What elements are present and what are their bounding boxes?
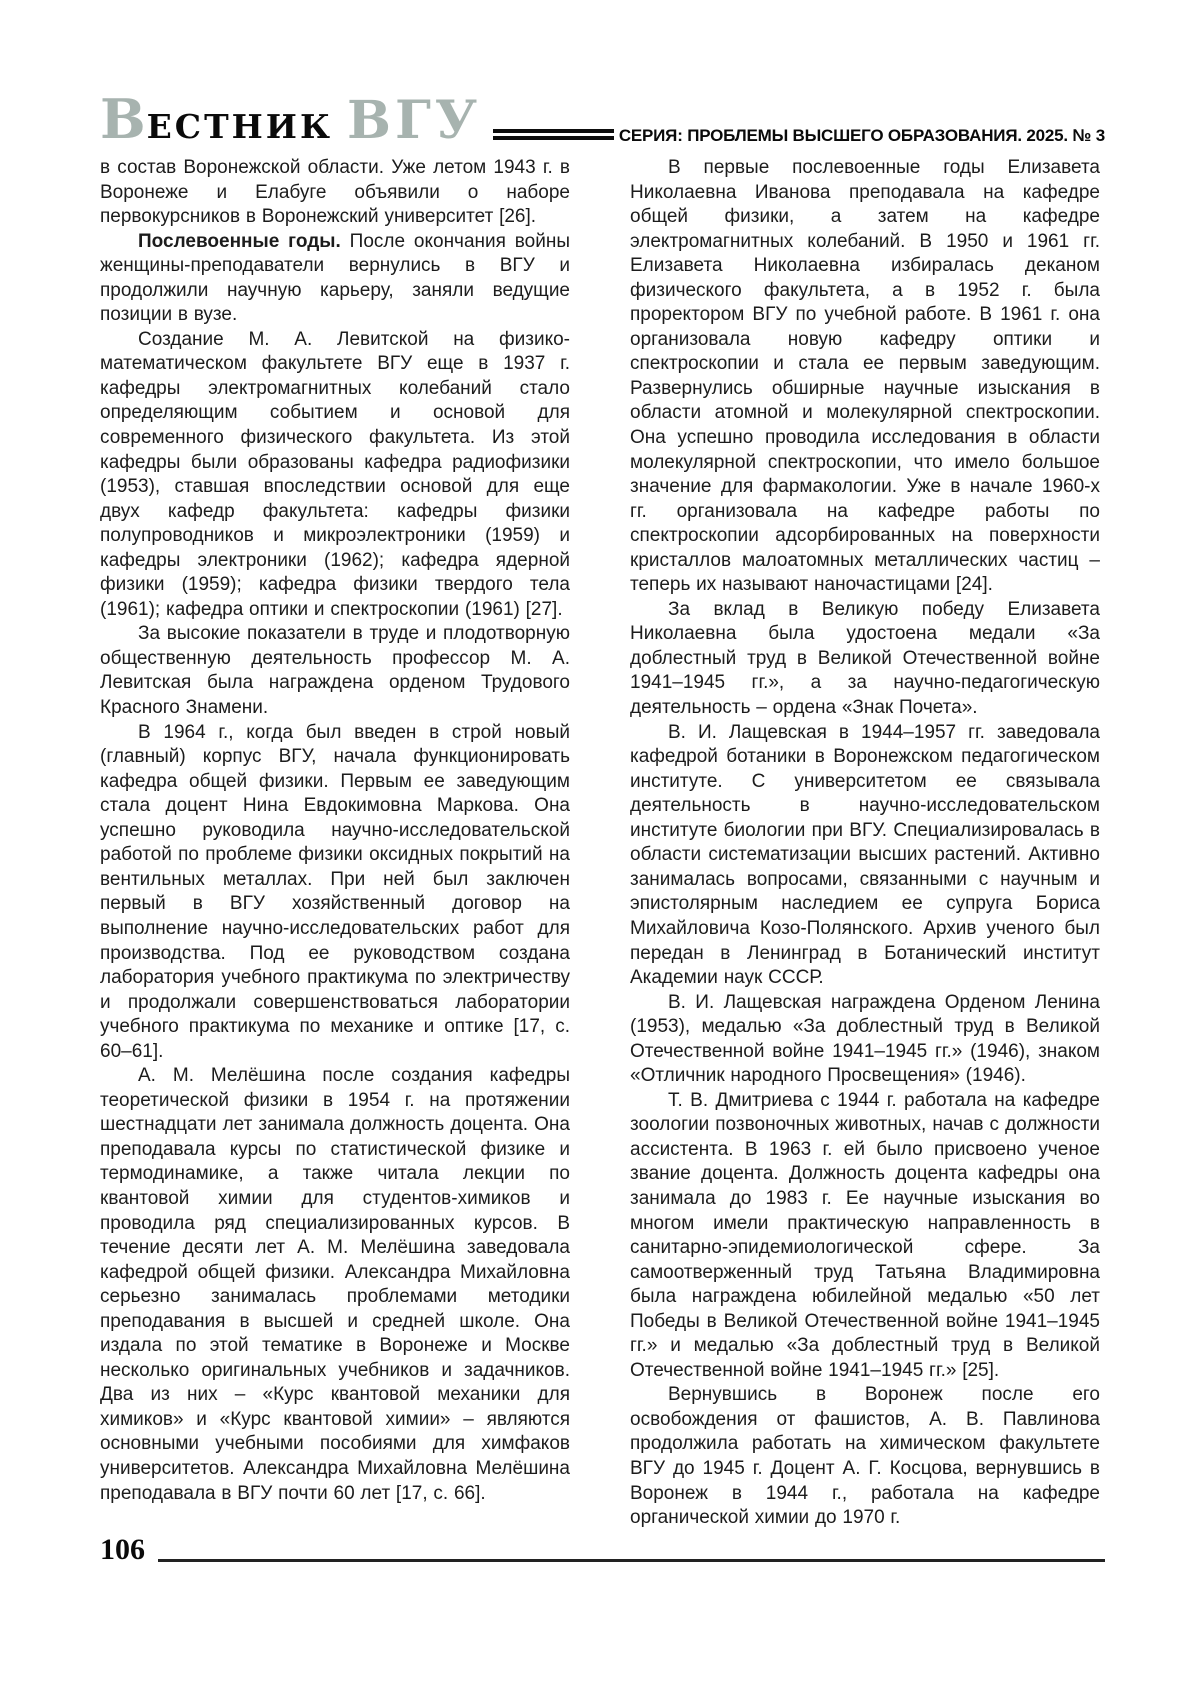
paragraph-text: В первые послевоенные годы Елизавета Николаевна Иванова преподавала на кафедре общей физики, а затем на кафедре электромагнитных колебаний. В 1950 и 1961 гг. Елизавета Николаевна избиралась деканом физического факультета, а в 1952 г. была проректором ВГУ по учебной работе. В 1961 г. она организовала новую кафедру оптики и спектроскопии и стала ее первым заведующим. Развернулись обширные научные изыскания в области атомной и молекулярной спектроскопии. Она успешно проводила исследования в области молекулярной спектроскопии, что имело большое значение для фармакологии. Уже в начале 1960-х гг. организовала на кафедре работы по спектроскопии адсорбированных на поверхности кристаллов малоатомных металлических частиц – теперь их называют наночастицами [24]. <box>630 157 1100 596</box>
paragraph-text: В. И. Лащевская награждена Орденом Ленина (1953), медалью «За доблестный труд в Великой Отечественной войне 1941–1945 гг.» (1946), знаком «Отличник народного Просвещения» (1946). <box>630 991 1100 1087</box>
page-number: 106 <box>100 1533 145 1566</box>
column-left <box>100 156 570 1531</box>
paragraph <box>100 328 570 623</box>
paragraph-text: Вернувшись в Воронеж после его освобождения от фашистов, А. В. Павлинова продолжила работать на химическом факультете ВГУ до 1945 г. Доцент А. Г. Косцова, вернувшись в Воронеж в 1944 г., работала на кафедре органической химии до 1970 г. <box>630 1384 1100 1529</box>
journal-logo-name: ЕСТНИК <box>146 107 334 146</box>
page-header <box>100 87 1105 151</box>
paragraph <box>100 721 570 1065</box>
paragraph <box>100 230 570 328</box>
paragraph-text: После окончания войны женщины-преподаватели вернулись в ВГУ и продолжили научную карьеру, заняли ведущие позиции в вузе. <box>100 230 570 326</box>
journal-logo-abbr: ВГУ <box>347 90 482 151</box>
journal-logo-initial: В <box>100 87 147 151</box>
paragraph <box>100 156 570 230</box>
paragraph <box>100 622 570 720</box>
header-double-rule <box>493 129 614 140</box>
paragraph-text: в состав Воронежской области. Уже летом 1943 г. в Воронеже и Елабуге объявили о наборе первокурсников в Воронежский университет [26]. <box>100 157 570 228</box>
paragraph-text: Создание М. А. Левитской на физико-математическом факультете ВГУ еще в 1937 г. кафедры электромагнитных колебаний стало определяющим событием и основой для современного физического факультета. Из этой кафедры были образованы кафедра радиофизики (1953), ставшая впоследствии основой для еще двух кафедр факультета: кафедры физики полупроводников и микроэлектроники (1959) и кафедры электроники (1962); кафедра ядерной физики (1959); кафедра физики твердого тела (1961); кафедра оптики и спектроскопии (1961) [27]. <box>100 328 570 620</box>
paragraph-text: За высокие показатели в труде и плодотворную общественную деятельность профессор М. А. Левитская была награждена орденом Трудового Красного Знамени. <box>100 623 570 719</box>
paragraph-text: В. И. Лащевская в 1944–1957 гг. заведовала кафедрой ботаники в Воронежском педагогическом институте. С университетом ее связывала деятельность в научно-исследовательском институте биологии при ВГУ. Специализировалась в области систематизации высших растений. Активно занималась вопросами, связанными с научным и эпистолярным наследием ее супруга Бориса Михайловича Козо-Полянского. Архив ученого был передан в Ленинград в Ботанический институт Академии наук СССР. <box>630 721 1100 989</box>
paragraph-lead: Послевоенные годы. <box>138 230 341 252</box>
paragraph <box>630 991 1100 1089</box>
series-title: СЕРИЯ: ПРОБЛЕМЫ ВЫСШЕГО ОБРАЗОВАНИЯ. 2025. № 3 <box>618 126 1105 145</box>
page-footer <box>100 1535 1105 1565</box>
paragraph <box>630 156 1100 598</box>
paragraph-text: В 1964 г., когда был введен в строй новый (главный) корпус ВГУ, начала функционировать кафедра общей физики. Первым ее заведующим стала доцент Нина Евдокимовна Маркова. Она успешно руководила научно-исследовательской работой по проблеме физики оксидных покрытий на вентильных металлах. При ней был заключен первый в ВГУ хозяйственный договор на выполнение научно-исследовательских работ для производства. Под ее руководством создана лаборатория учебного практикума по электричеству и продолжали совершенствоваться лаборатории учебного практикума по механике и оптике [17, с. 60–61]. <box>100 721 570 1062</box>
paragraph <box>630 1383 1100 1530</box>
journal-logo <box>100 87 482 151</box>
column-right <box>630 156 1100 1531</box>
footer-rule <box>158 1559 1105 1562</box>
paragraph-text: А. М. Мелёшина после создания кафедры теоретической физики в 1954 г. на протяжении шестнадцати лет занимала должность доцента. Она преподавала курсы по статистической физике и термодинамике, а также читала лекции по квантовой химии для студентов-химиков и проводила ряд специализированных курсов. В течение десяти лет А. М. Мелёшина заведовала кафедрой общей физики. Александра Михайловна серьезно занималась проблемами методики преподавания в высшей и средней школе. Она издала по этой тематике в Воронеже и Москве несколько оригинальных учебников и задачников. Два из них – «Курс квантовой механики для химиков» и «Курс квантовой химии» – являются основными учебными пособиями для химфаков университетов. Александра Михайловна Мелёшина преподавала в ВГУ почти 60 лет [17, с. 66]. <box>100 1065 570 1504</box>
paragraph <box>630 1089 1100 1384</box>
article-body <box>100 156 1100 1531</box>
paragraph-text: Т. В. Дмитриева с 1944 г. работала на кафедре зоологии позвоночных животных, начав с должности ассистента. В 1963 г. ей было присвоено ученое звание доцента. Должность доцента кафедры она занимала до 1983 г. Ее научные изыскания во многом имели практическую направленность в санитарно-эпидемиологической сфере. За самоотверженный труд Татьяна Владимировна была награждена юбилейной медалью «50 лет Победы в Великой Отечественной войне 1941–1945 гг.» и медалью «За доблестный труд в Великой Отечественной войне 1941–1945 гг.» [25]. <box>630 1089 1100 1381</box>
paragraph <box>630 598 1100 721</box>
paragraph-text: За вклад в Великую победу Елизавета Николаевна была удостоена медали «За доблестный труд в Великой Отечественной войне 1941–1945 гг.», а за научно-педагогическую деятельность – ордена «Знак Почета». <box>630 598 1100 719</box>
paragraph <box>100 1064 570 1506</box>
paragraph <box>630 721 1100 991</box>
